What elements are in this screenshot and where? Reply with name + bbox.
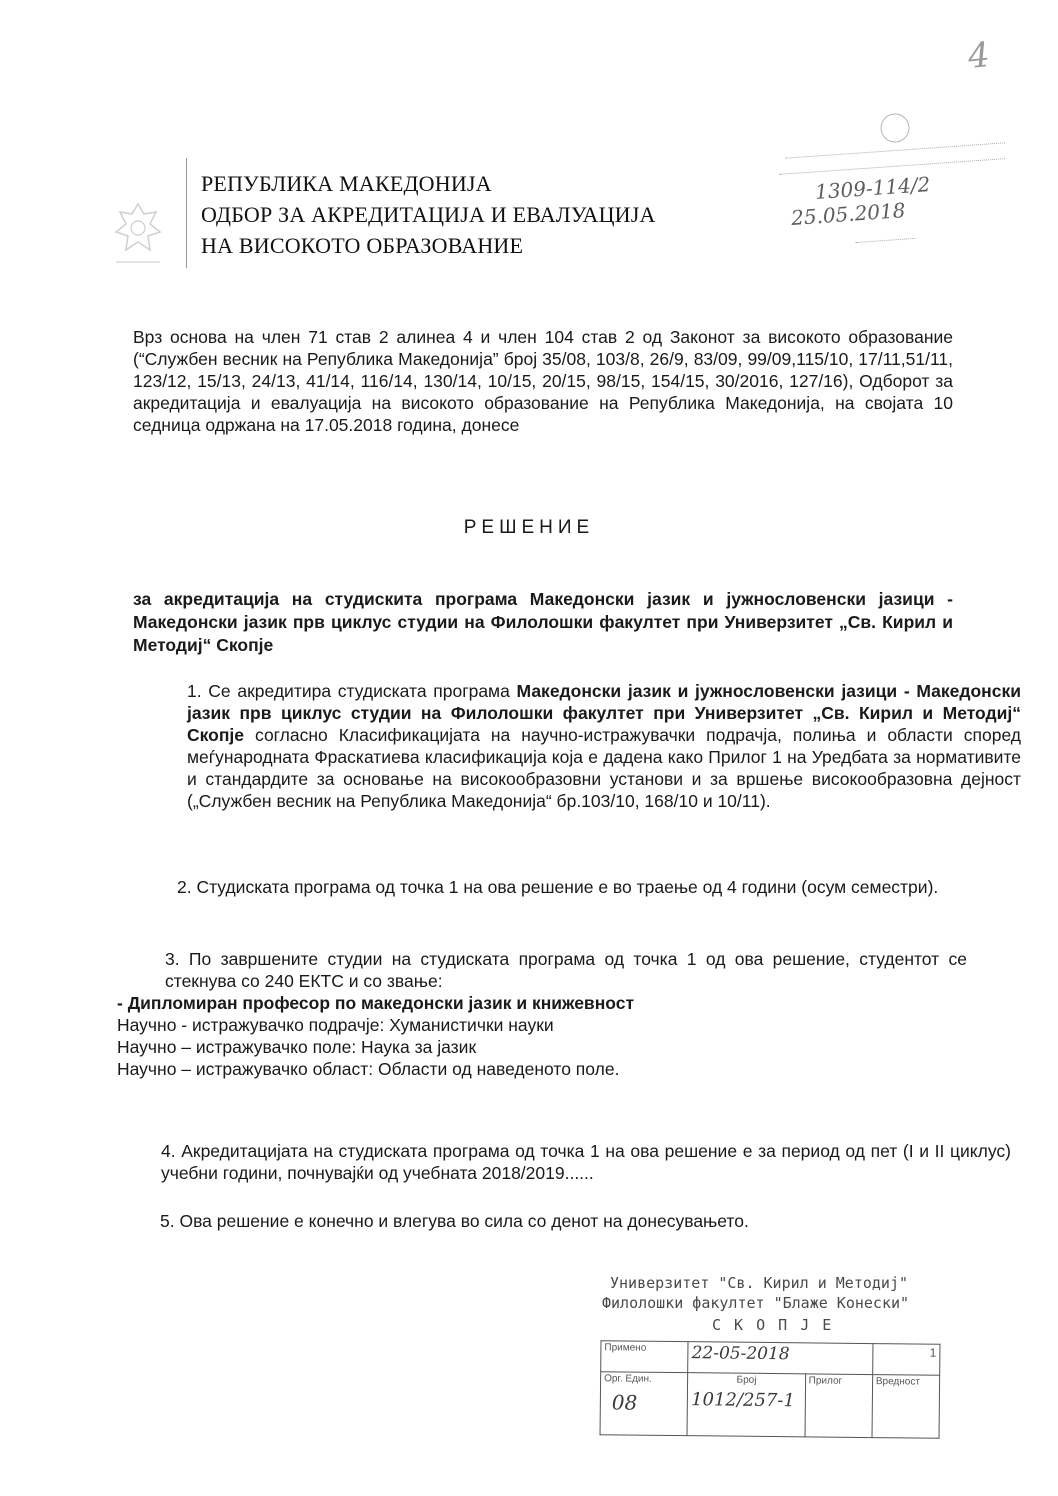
stamp-table: [600, 1340, 941, 1439]
registry-number: 1309-114/2: [814, 172, 931, 204]
letterhead-line-2: ОДБОР ЗА АКРЕДИТАЦИЈА И ЕВАЛУАЦИЈА: [201, 202, 656, 227]
stamp-received-date: 22-05-2018: [688, 1342, 873, 1375]
stamp-col-org: Орг. Един. 08: [600, 1372, 688, 1436]
stamp-university: Универзитет "Св. Кирил и Методиј": [610, 1274, 909, 1292]
item3-area: Научно - истражувачко подрачје: Хуманистички науки: [117, 1015, 554, 1035]
decision-item-5: 5. Ова решение е конечно и влегува во сила со денот на донесувањето.: [160, 1211, 749, 1231]
stamp-col-number: Број 1012/257-1: [687, 1373, 805, 1437]
letterhead-divider: [186, 158, 187, 268]
letterhead: [201, 168, 656, 261]
item3-lead: 3. По завршените студии на студиската програма од точка 1 од ова решение, студентот се стекнува со 240 ЕКТС и со звање:: [165, 949, 967, 991]
item3-domain: Научно – истражувачко област: Области од наведеното поле.: [117, 1059, 620, 1079]
stamp-number-value: 1012/257-1: [691, 1389, 796, 1412]
stamp-col-value: Вредност: [872, 1375, 940, 1439]
decision-item-1: [121, 680, 1021, 812]
stamp-col-attach: Прилог: [805, 1374, 873, 1438]
decision-item-2: 2. Студиската програма од точка 1 на ова решение е во траење од 4 години (осум семестри).: [177, 877, 939, 897]
stamp-city: С К О П Ј Е: [712, 1316, 834, 1334]
stamp-received-label: Примено: [601, 1341, 689, 1373]
registry-stamp: [765, 110, 1010, 250]
item1-lead: 1. Се акредитира студиската програма: [187, 681, 517, 701]
page-number: 4: [965, 34, 992, 78]
decision-item-3: [117, 948, 967, 1080]
letterhead-line-1: РЕПУБЛИКА МАКЕДОНИЈА: [201, 171, 492, 196]
item3-degree: - Дипломиран професор по македонски јазик и книжевност: [117, 993, 635, 1013]
stamp-faculty: Филолошки факултет "Блаже Конески": [602, 1294, 910, 1312]
intro-paragraph: Врз основа на член 71 став 2 алинеа 4 и член 104 став 2 од Законот за високото образование (“Службен весник на Република Македонија” број 35/08, 103/8, 26/9, 83/09, 99/09,115/10, 17/11,51/11, 123/12, 15/13, 24/13, 41/14, 116/14, 130/14, 10/15, 20/15, 98/15, 154/15, 30/2016, 127/16), Одборот за акредитација и евалуација на високото образование на Република Македонија, на својата 10 седница одржана на 17.05.2018 година, донесе: [133, 327, 953, 435]
decision-subject: за акредитација на студискита програма Македонски јазик и јужнословенски јазици - Македонски јазик прв циклус студии на Филолошки факултет при Универзитет „Св. Кирил и Методиј“ Скопје: [133, 589, 953, 655]
registry-date: 25.05.2018: [790, 198, 907, 230]
stamp-received-count: 1: [872, 1344, 940, 1376]
document-title: РЕШЕНИЕ: [463, 517, 595, 538]
item1-rest: согласно Класификацијата на научно-истражувачки подрачја, полиња и области според меѓународната Фраскатиева класификација која е дадена како Прилог 1 на Уредбата за нормативите и стандардите за основање на високообразовни установи и за вршење високообразовна дејност („Службен весник на Република Македонија“ бр.103/10, 168/10 и 10/11).: [187, 725, 1021, 811]
faculty-receipt-stamp: [600, 1272, 945, 1462]
coat-of-arms-icon: [110, 200, 166, 270]
letterhead-line-3: НА ВИСОКОТО ОБРАЗОВАНИЕ: [201, 233, 524, 258]
item1-program-name: Македонски јазик и јужнословенски јазици - Македонски јазик прв циклус студии на Филолошки факултет при Универзитет „Св. Кирил и Методиј“ Скопје: [187, 681, 1021, 745]
decision-item-4: 4. Акредитацијата на студиската програма од точка 1 на ова решение е за период од пет (I и II циклус) учебни години, почнувајќи од учебната 2018/2019......: [161, 1141, 1011, 1183]
stamp-org-value: 08: [611, 1390, 638, 1415]
item3-field: Научно – истражувачко поле: Наука за јазик: [117, 1037, 477, 1057]
